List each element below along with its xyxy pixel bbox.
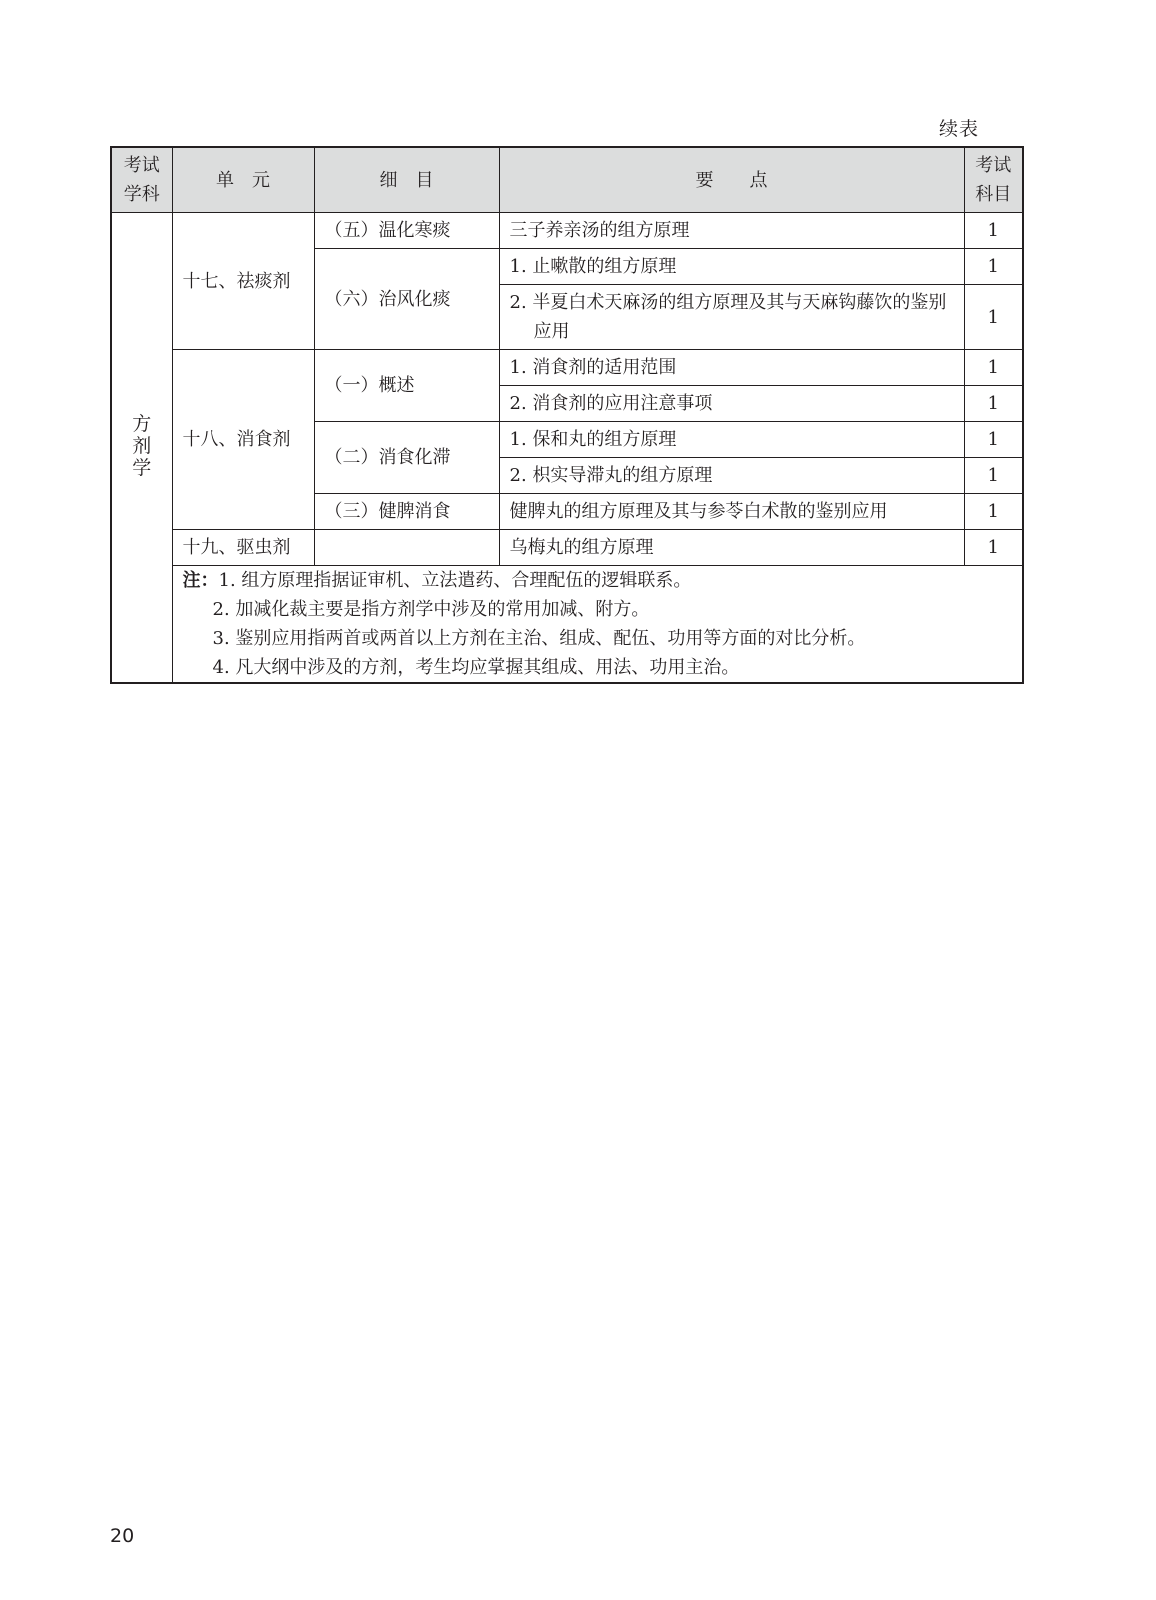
header-exam-text: 考试 科目 (975, 155, 1012, 205)
point-cell: 1. 保和丸的组方原理 (499, 422, 964, 458)
notes-head: 注： (182, 570, 219, 591)
score-cell: 1 (964, 249, 1023, 285)
point-cell: 2. 消食剂的应用注意事项 (499, 386, 964, 422)
point-cell (499, 285, 964, 350)
score-cell: 1 (964, 530, 1023, 566)
note-item: 4. 凡大纲中涉及的方剂，考生均应掌握其组成、用法、功用主治。 (212, 657, 740, 678)
notes-row (111, 566, 1023, 684)
score-cell: 1 (964, 386, 1023, 422)
note-item: 2. 加减化裁主要是指方剂学中涉及的常用加减、附方。 (212, 599, 650, 620)
detail-cell: （六）治风化痰 (314, 249, 499, 350)
point-text: 2. 半夏白术天麻汤的组方原理及其与天麻钩藤饮的鉴别应用 (509, 292, 947, 342)
note-item: 3. 鉴别应用指两首或两首以上方剂在主治、组成、配伍、功用等方面的对比分析。 (212, 628, 866, 649)
unit-cell-17: 十七、祛痰剂 (172, 213, 314, 350)
header-subject (111, 147, 172, 213)
subject-name: 方剂学 (132, 412, 152, 479)
header-unit: 单 元 (172, 147, 314, 213)
point-cell: 健脾丸的组方原理及其与参苓白术散的鉴别应用 (499, 494, 964, 530)
table-row (111, 213, 1023, 249)
score-cell: 1 (964, 422, 1023, 458)
score-cell: 1 (964, 458, 1023, 494)
score-cell: 1 (964, 350, 1023, 386)
unit-cell-18: 十八、消食剂 (172, 350, 314, 530)
continued-table-label: 续表 (939, 118, 980, 140)
header-detail: 细 目 (314, 147, 499, 213)
table-header-row (111, 147, 1023, 213)
score-cell: 1 (964, 213, 1023, 249)
detail-cell-empty (314, 530, 499, 566)
subject-cell (111, 213, 172, 684)
score-cell: 1 (964, 285, 1023, 350)
notes-cell (172, 566, 1023, 684)
page-number: 20 (110, 1525, 135, 1547)
syllabus-table (110, 146, 1024, 684)
point-cell: 1. 消食剂的适用范围 (499, 350, 964, 386)
note-item: 1. 组方原理指据证审机、立法遣药、合理配伍的逻辑联系。 (218, 570, 692, 591)
note-line (183, 566, 1013, 595)
point-cell: 乌梅丸的组方原理 (499, 530, 964, 566)
detail-cell: （五）温化寒痰 (314, 213, 499, 249)
unit-cell-19: 十九、驱虫剂 (172, 530, 314, 566)
point-cell: 三子养亲汤的组方原理 (499, 213, 964, 249)
header-point: 要 点 (499, 147, 964, 213)
point-cell: 1. 止嗽散的组方原理 (499, 249, 964, 285)
detail-cell: （一）概述 (314, 350, 499, 422)
detail-cell: （二）消食化滞 (314, 422, 499, 494)
detail-cell: （三）健脾消食 (314, 494, 499, 530)
table-row (111, 530, 1023, 566)
header-subject-text: 考试 学科 (123, 155, 160, 205)
point-cell: 2. 枳实导滞丸的组方原理 (499, 458, 964, 494)
header-exam (964, 147, 1023, 213)
table-row (111, 350, 1023, 386)
score-cell: 1 (964, 494, 1023, 530)
